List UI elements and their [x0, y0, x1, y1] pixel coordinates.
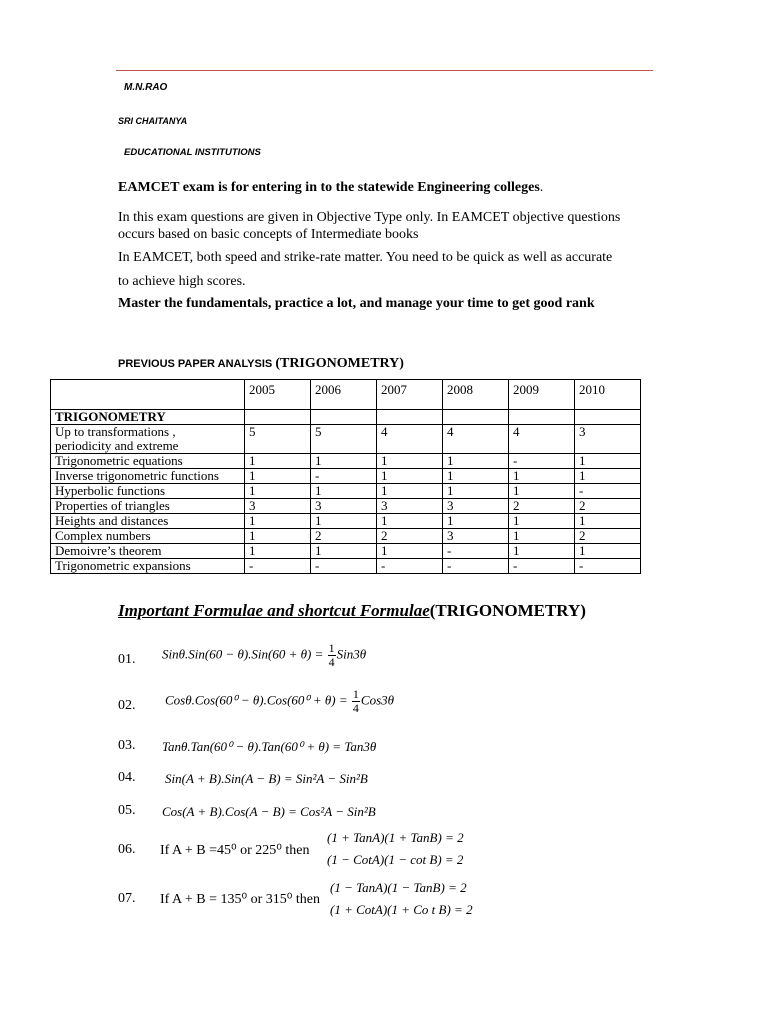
count-cell: 1 — [311, 484, 377, 499]
count-cell: 1 — [509, 544, 575, 559]
topic-cell: Trigonometric equations — [51, 454, 245, 469]
count-cell: 2 — [509, 499, 575, 514]
count-cell: 1 — [245, 469, 311, 484]
intro-heading: EAMCET exam is for entering in to the statewide Engineering colleges. — [118, 180, 544, 195]
year-header: 2005 — [245, 380, 311, 410]
count-cell: 2 — [575, 529, 641, 544]
count-cell: 1 — [311, 514, 377, 529]
formula-7-line-1: (1 − TanA)(1 − TanB) = 2 — [330, 880, 467, 895]
table-row — [51, 469, 641, 484]
count-cell: 1 — [509, 514, 575, 529]
header-rule — [116, 70, 653, 71]
count-cell: 1 — [509, 484, 575, 499]
intro-paragraph-3a: In EAMCET, both speed and strike-rate matter. You need to be quick as well as accurate — [118, 250, 613, 265]
analysis-table — [50, 379, 641, 574]
count-cell: 5 — [311, 425, 377, 454]
topic-cell: Hyperbolic functions — [51, 484, 245, 499]
count-cell: 3 — [575, 425, 641, 454]
table-section-row — [51, 410, 641, 425]
count-cell: 2 — [575, 499, 641, 514]
count-cell: 1 — [377, 514, 443, 529]
topic-cell: Heights and distances — [51, 514, 245, 529]
section-label: TRIGONOMETRY — [51, 410, 245, 425]
year-header: 2007 — [377, 380, 443, 410]
count-cell: 1 — [377, 469, 443, 484]
formula-number: 02. — [118, 698, 136, 713]
table-row — [51, 484, 641, 499]
count-cell: 3 — [443, 529, 509, 544]
org-name: SRI CHAITANYA — [118, 116, 188, 126]
count-cell: 3 — [245, 499, 311, 514]
count-cell: - — [575, 484, 641, 499]
intro-paragraph-4: Master the fundamentals, practice a lot, and manage your time to get good rank — [118, 296, 595, 311]
topic-cell: Inverse trigonometric functions — [51, 469, 245, 484]
count-cell: - — [509, 559, 575, 574]
count-cell: 1 — [443, 484, 509, 499]
count-cell: 1 — [575, 544, 641, 559]
formula-4: Sin(A + B).Sin(A − B) = Sin²A − Sin²B — [165, 771, 368, 786]
count-cell: 1 — [311, 454, 377, 469]
formula-number: 03. — [118, 738, 136, 753]
count-cell: 1 — [377, 454, 443, 469]
count-cell: 3 — [377, 499, 443, 514]
count-cell: 1 — [575, 514, 641, 529]
count-cell: 1 — [245, 454, 311, 469]
count-cell: - — [443, 559, 509, 574]
formulae-title: Important Formulae and shortcut Formulae(TRIGONOMETRY) — [118, 601, 586, 620]
year-header: 2010 — [575, 380, 641, 410]
formula-number: 01. — [118, 652, 136, 667]
empty-cell — [311, 410, 377, 425]
formula-number: 04. — [118, 770, 136, 785]
formula-2: Cosθ.Cos(60⁰ − θ).Cos(60⁰ + θ) = $\frac{1}{4}$ Cos3θ — [165, 687, 395, 715]
count-cell: - — [443, 544, 509, 559]
formula-7-condition: If A + B = 135⁰ or 315⁰ then — [160, 892, 321, 907]
formula-5: Cos(A + B).Cos(A − B) = Cos²A − Sin²B — [162, 804, 376, 819]
count-cell: - — [245, 559, 311, 574]
count-cell: 1 — [443, 454, 509, 469]
count-cell: 1 — [245, 544, 311, 559]
formula-6-equations — [327, 827, 464, 871]
formula-6-line-1: (1 + TanA)(1 + TanB) = 2 — [327, 830, 464, 845]
count-cell: 3 — [443, 499, 509, 514]
formula-6-condition: If A + B =45⁰ or 225⁰ then — [160, 843, 310, 858]
table-row — [51, 425, 641, 454]
count-cell: 2 — [311, 529, 377, 544]
count-cell: 1 — [509, 469, 575, 484]
count-cell: - — [575, 559, 641, 574]
count-cell: 1 — [509, 529, 575, 544]
topic-cell: Trigonometric expansions — [51, 559, 245, 574]
formula-3: Tanθ.Tan(60⁰ − θ).Tan(60⁰ + θ) = Tan3θ — [162, 739, 377, 754]
empty-cell — [245, 410, 311, 425]
table-row — [51, 559, 641, 574]
count-cell: 1 — [575, 469, 641, 484]
table-row — [51, 514, 641, 529]
table-row — [51, 454, 641, 469]
count-cell: 1 — [443, 514, 509, 529]
intro-paragraph-2: In this exam questions are given in Objective Type only. In EAMCET objective questions occurs based on basic concepts of Intermediate books — [118, 210, 621, 242]
topic-cell: Complex numbers — [51, 529, 245, 544]
empty-cell — [443, 410, 509, 425]
formula-1: Sinθ.Sin(60 − θ).Sin(60 + θ) = $\frac{1}{4}$ Sin3θ — [162, 641, 367, 669]
count-cell: 1 — [311, 544, 377, 559]
count-cell: 4 — [377, 425, 443, 454]
count-cell: 2 — [377, 529, 443, 544]
count-cell: 1 — [245, 514, 311, 529]
year-header: 2009 — [509, 380, 575, 410]
count-cell: 1 — [575, 454, 641, 469]
count-cell: - — [311, 469, 377, 484]
table-row — [51, 499, 641, 514]
table-header-row — [51, 380, 641, 410]
count-cell: 3 — [311, 499, 377, 514]
count-cell: - — [311, 559, 377, 574]
formula-7-equations — [330, 877, 473, 921]
table-corner-cell — [51, 380, 245, 410]
count-cell: - — [509, 454, 575, 469]
table-row — [51, 529, 641, 544]
topic-cell: Properties of triangles — [51, 499, 245, 514]
formula-7-line-2: (1 + CotA)(1 + Co t B) = 2 — [330, 902, 473, 917]
intro-paragraph-3b: to achieve high scores. — [118, 274, 246, 289]
count-cell: 5 — [245, 425, 311, 454]
count-cell: 1 — [443, 469, 509, 484]
year-header: 2006 — [311, 380, 377, 410]
count-cell: 4 — [509, 425, 575, 454]
analysis-title: PREVIOUS PAPER ANALYSIS (TRIGONOMETRY) — [118, 356, 404, 371]
formula-number: 06. — [118, 842, 136, 857]
topic-cell: Up to transformations , periodicity and extreme — [51, 425, 245, 454]
empty-cell — [377, 410, 443, 425]
count-cell: 1 — [377, 484, 443, 499]
org-subtitle: EDUCATIONAL INSTITUTIONS — [124, 147, 261, 158]
count-cell: 1 — [245, 529, 311, 544]
author-name: M.N.RAO — [124, 82, 168, 93]
formula-6-line-2: (1 − CotA)(1 − cot B) = 2 — [327, 852, 464, 867]
count-cell: - — [377, 559, 443, 574]
empty-cell — [575, 410, 641, 425]
formula-number: 07. — [118, 891, 136, 906]
count-cell: 4 — [443, 425, 509, 454]
table-row — [51, 544, 641, 559]
count-cell: 1 — [377, 544, 443, 559]
topic-cell: Demoivre’s theorem — [51, 544, 245, 559]
formula-number: 05. — [118, 803, 136, 818]
empty-cell — [509, 410, 575, 425]
year-header: 2008 — [443, 380, 509, 410]
count-cell: 1 — [245, 484, 311, 499]
